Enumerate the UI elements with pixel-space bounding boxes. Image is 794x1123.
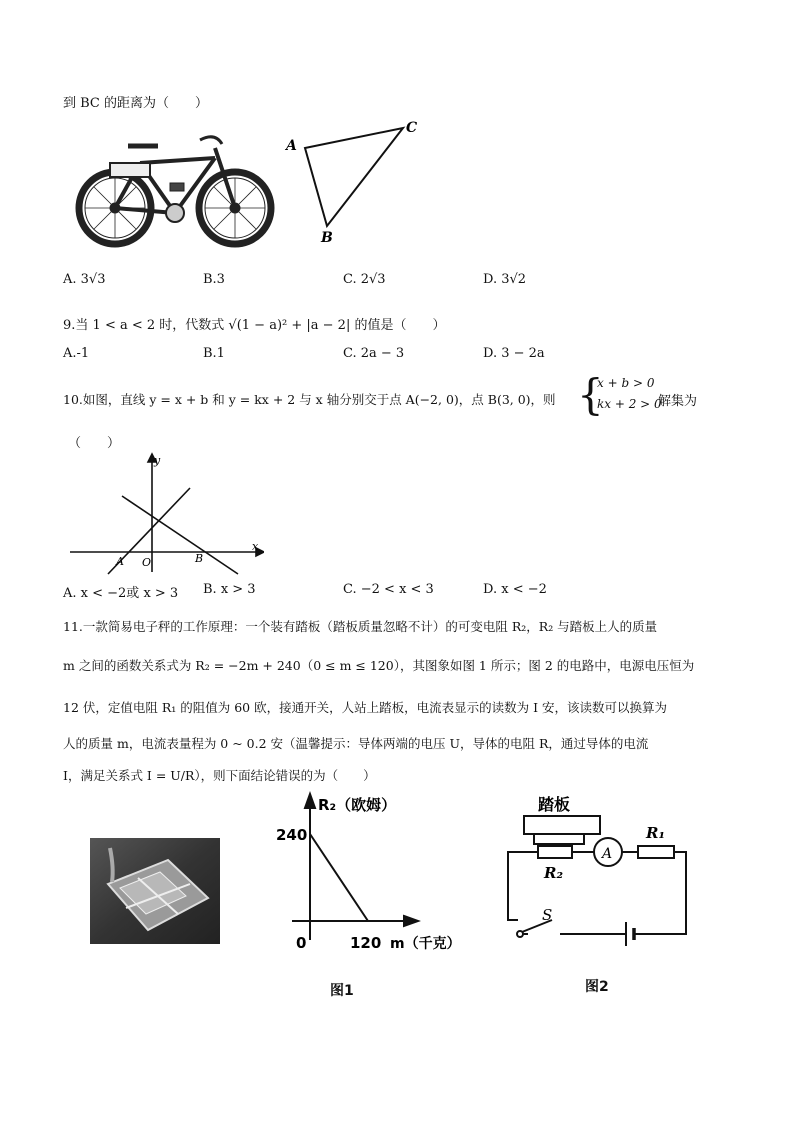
q10-graph xyxy=(68,452,264,577)
figure-2-caption: 图2 xyxy=(585,979,609,995)
fig1-xlabel: m（千克） xyxy=(390,936,461,952)
q10-paren: （ ） xyxy=(68,436,121,451)
q8-option-b: B.3 xyxy=(203,272,225,287)
q11-line-2: m 之间的函数关系式为 R₂ = −2m + 240（0 ≤ m ≤ 120），其图象如图 1 所示；图 2 的电路中，电源电压恒为 xyxy=(63,658,695,673)
fig1-ylabel: R₂（欧姆） xyxy=(318,796,397,814)
q10-inequality-2: kx + 2 > 0 xyxy=(597,397,662,411)
q10-option-b: B. x > 3 xyxy=(203,582,256,597)
axis-x-label: x xyxy=(252,540,259,553)
point-a-label: A xyxy=(116,555,124,568)
pedal-label: 踏板 xyxy=(538,795,571,814)
label-c: C xyxy=(406,120,418,136)
q9-option-d: D. 3 − 2a xyxy=(483,346,545,361)
q10-stem-end: 解集为 xyxy=(658,394,698,409)
q8-option-d: D. 3√2 xyxy=(483,272,527,287)
r2-label: R₂ xyxy=(544,864,564,882)
q11-line-1: 11.一款简易电子秤的工作原理：一个装有踏板（踏板质量忽略不计）的可变电阻 R₂，R₂ 与踏板上人的质量 xyxy=(63,619,658,634)
ammeter-label: A xyxy=(602,846,613,862)
q11-line-5: I，满足关系式 I = U/R），则下面结论错误的为（ ） xyxy=(63,768,376,783)
r2-line xyxy=(310,834,368,921)
q10-inequality-1: x + b > 0 xyxy=(597,376,655,390)
switch-label: S xyxy=(542,906,553,924)
q10-option-a: A. x < −2或 x > 3 xyxy=(63,586,179,601)
fig1-x-tick: 120 xyxy=(350,934,382,952)
figure-1-caption: 图1 xyxy=(330,983,354,999)
point-b-label: B xyxy=(195,552,204,565)
label-b: B xyxy=(321,230,333,246)
axis-y-label: y xyxy=(154,454,161,467)
q8-option-c: C. 2√3 xyxy=(343,272,386,287)
q10-option-c: C. −2 < x < 3 xyxy=(343,582,434,597)
figure-2-circuit xyxy=(500,792,700,952)
scale-photo xyxy=(90,838,220,944)
q8-option-a: A. 3√3 xyxy=(63,272,106,287)
q9-option-c: C. 2a − 3 xyxy=(343,346,405,361)
system-brace: { xyxy=(577,370,604,419)
fig1-y-tick: 240 xyxy=(276,826,308,844)
q9-option-b: B.1 xyxy=(203,346,225,361)
r1-label: R₁ xyxy=(646,824,666,842)
origin-label: O xyxy=(142,556,152,569)
q8-stem: 到 BC 的距离为（ ） xyxy=(63,96,209,111)
q11-line-4: 人的质量 m，电流表量程为 0 ~ 0.2 安（温馨提示：导体两端的电压 U，导体的电阻 R，通过导体的电流 xyxy=(63,736,649,751)
fig1-origin: 0 xyxy=(296,934,307,952)
bicycle-image xyxy=(70,118,280,253)
label-a: A xyxy=(286,138,297,154)
r1-resistor xyxy=(638,846,674,858)
q9-stem: 9.当 1 < a < 2 时，代数式 √(1 − a)² + |a − 2| 的值是（ ） xyxy=(63,318,446,333)
q10-option-d: D. x < −2 xyxy=(483,582,547,597)
q9-option-a: A.-1 xyxy=(63,346,90,361)
figure-1-graph xyxy=(272,790,482,965)
triangle-abc xyxy=(283,118,423,248)
q11-line-3: 12 伏，定值电阻 R₁ 的阻值为 60 欧，接通开关，人站上踏板，电流表显示的读数为 I 安，该读数可以换算为 xyxy=(63,700,667,715)
q10-stem: 10.如图，直线 y = x + b 和 y = kx + 2 与 x 轴分别交于点 A(−2, 0)，点 B(3, 0)，则 xyxy=(63,392,556,407)
